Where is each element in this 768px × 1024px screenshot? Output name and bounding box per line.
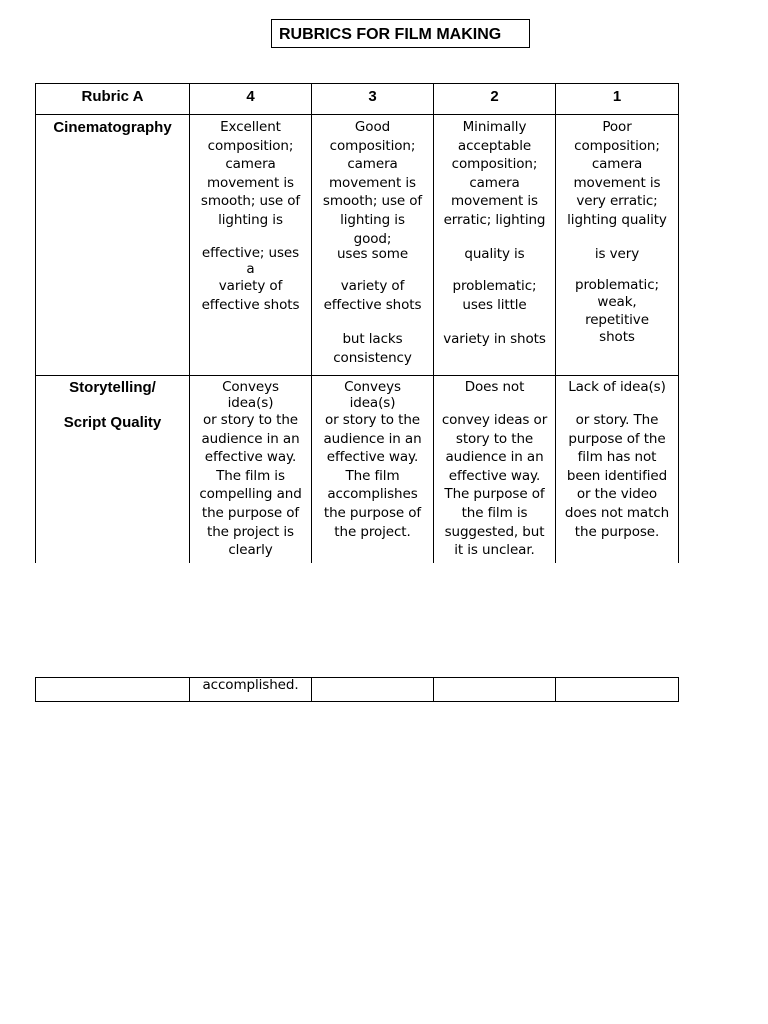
- column-line: [433, 677, 434, 702]
- storytelling-score-2-text: convey ideas or story to the audience in an effective way. The purpose of the film is suggested, but it is unclear.: [441, 412, 548, 559]
- cinematography-score-3-text: variety of effective shots: [323, 278, 422, 313]
- header-score-3: 3: [368, 88, 377, 105]
- storytelling-score-1-text: Lack of idea(s): [568, 379, 666, 395]
- header-score-4: 4: [246, 88, 255, 105]
- criterion-script-quality: Script Quality: [63, 414, 162, 431]
- storytelling-score-2-text: Does not: [464, 379, 525, 395]
- cinematography-score-2-text: problematic; uses little: [452, 278, 537, 313]
- header-score-1: 1: [612, 88, 622, 105]
- cinematography-score-3-text: Good composition; camera movement is smooth; use of lighting is good;: [322, 119, 423, 247]
- cinematography-score-3-text: uses some: [336, 246, 409, 262]
- storytelling-score-1-text: or story. The purpose of the film has not been identified or the video does not match the purpose.: [564, 412, 670, 540]
- cinematography-score-1-text: Poor composition; camera movement is very erratic; lighting quality: [567, 119, 667, 228]
- column-line: [555, 677, 556, 702]
- column-line: [678, 677, 679, 702]
- row-divider: [35, 375, 679, 376]
- header-row-divider: [35, 114, 679, 115]
- column-line: [35, 677, 36, 702]
- criterion-cinematography: Cinematography: [53, 119, 172, 136]
- column-line: [35, 83, 36, 563]
- cinematography-score-2-text: Minimally acceptable composition; camera movement is erratic; lighting: [443, 119, 546, 228]
- column-line: [678, 83, 679, 563]
- storytelling-score-4-text-continued: accomplished.: [202, 677, 299, 693]
- storytelling-score-4-text: or story to the audience in an effective way. The film is compelling and the purpose of the project is clearly: [199, 412, 302, 559]
- cinematography-score-3-text: but lacks consistency: [333, 331, 412, 366]
- criterion-storytelling: Storytelling/: [69, 379, 156, 396]
- cinematography-score-4-text: Excellent composition; camera movement is smooth; use of lighting is: [200, 119, 301, 228]
- table-border-bottom: [35, 701, 679, 702]
- header-score-2: 2: [490, 88, 499, 105]
- storytelling-score-3-text: or story to the audience in an effective way. The film accomplishes the purpose of the project.: [323, 412, 422, 540]
- cinematography-score-1-text: problematic; weak, repetitive shots: [575, 277, 659, 345]
- column-line: [311, 677, 312, 702]
- storytelling-score-4-text: Conveys idea(s): [222, 379, 279, 411]
- storytelling-score-3-text: Conveys idea(s): [344, 379, 401, 411]
- cinematography-score-1-text: is very: [594, 246, 640, 262]
- cinematography-score-2-text: variety in shots: [443, 331, 546, 347]
- cinematography-score-4-text: variety of effective shots: [201, 278, 300, 313]
- document-title: RUBRICS FOR FILM MAKING: [271, 19, 530, 48]
- continuation-row-top: [35, 677, 679, 678]
- header-rubric: Rubric A: [81, 88, 144, 105]
- cinematography-score-4-text: effective; uses a: [201, 245, 300, 277]
- cinematography-score-2-text: quality is: [464, 246, 525, 262]
